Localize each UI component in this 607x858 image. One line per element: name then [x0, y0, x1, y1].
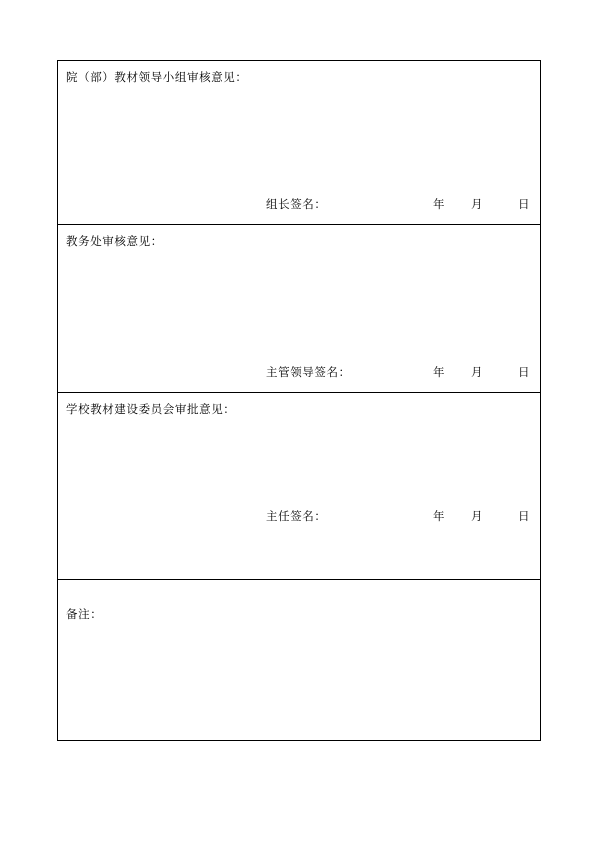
section-committee-approval — [58, 393, 541, 580]
section-committee-signature-row — [58, 508, 540, 524]
table-row — [58, 225, 541, 393]
remark-label: 备注： — [66, 607, 103, 621]
director-signature-label: 主任签名： — [266, 509, 327, 523]
section-committee-approval-title: 学校教材建设委员会审批意见： — [66, 402, 236, 416]
approval-form-table — [57, 60, 541, 741]
date-month-label: 月 — [471, 509, 484, 523]
table-row — [58, 580, 541, 741]
section-remark-body[interactable] — [58, 580, 540, 740]
date-month-label: 月 — [471, 365, 484, 379]
date-month-label: 月 — [471, 197, 484, 211]
date-year-label: 年 — [433, 197, 446, 211]
supervising-leader-signature-label: 主管领导签名： — [266, 365, 351, 379]
table-row — [58, 393, 541, 580]
section-college-review — [58, 61, 541, 225]
section-academic-affairs-review-title: 教务处审核意见： — [66, 234, 163, 248]
section-college-review-signature-row — [58, 196, 540, 212]
section-academic-affairs-review-body[interactable] — [58, 225, 540, 392]
section-college-review-body[interactable] — [58, 61, 540, 224]
table-row — [58, 61, 541, 225]
section-college-review-title: 院（部）教材领导小组审核意见： — [66, 70, 248, 84]
date-year-label: 年 — [433, 509, 446, 523]
date-day-label: 日 — [518, 365, 531, 379]
date-day-label: 日 — [518, 197, 531, 211]
leader-signature-label: 组长签名： — [266, 197, 327, 211]
date-year-label: 年 — [433, 365, 446, 379]
section-remark — [58, 580, 541, 741]
section-academic-affairs-review — [58, 225, 541, 393]
section-academic-affairs-signature-row — [58, 364, 540, 380]
date-day-label: 日 — [518, 509, 531, 523]
section-committee-approval-body[interactable] — [58, 393, 540, 579]
